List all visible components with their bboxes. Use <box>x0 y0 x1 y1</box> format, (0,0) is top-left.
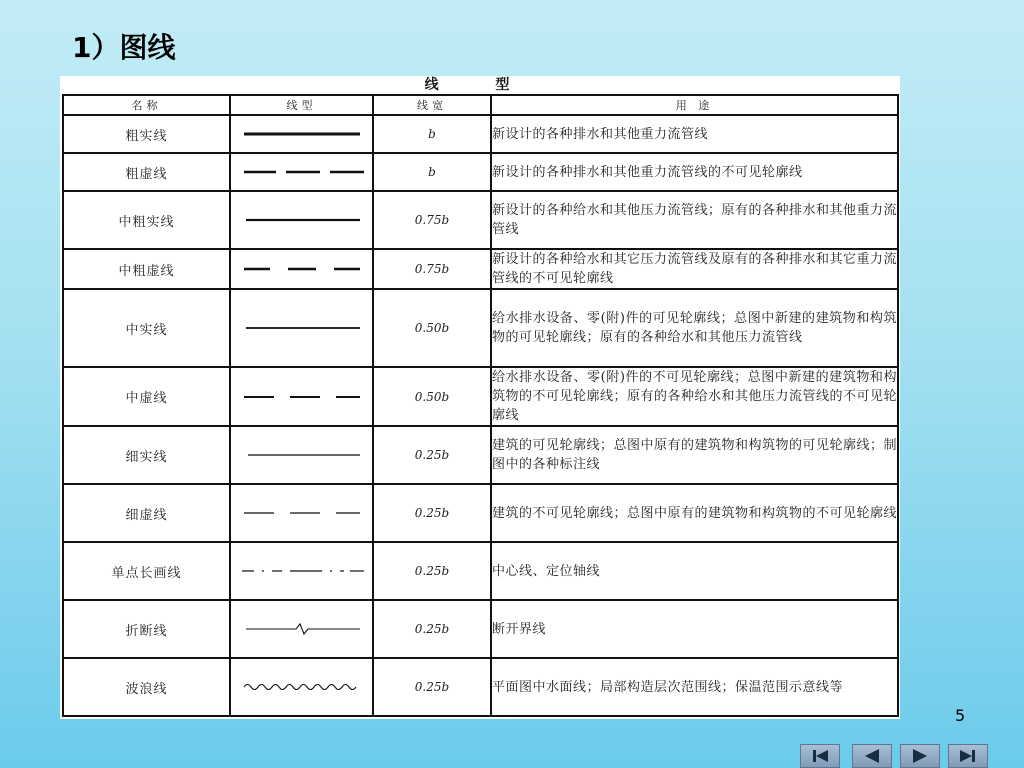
row-width: 0.25b <box>373 484 491 542</box>
header-width: 线宽 <box>373 95 491 115</box>
table-row <box>63 600 898 658</box>
table-row <box>63 115 898 153</box>
row-line-sample <box>230 153 373 191</box>
slide-title: 1）图线 <box>72 31 176 64</box>
row-line-sample <box>230 542 373 600</box>
line-type-table-image <box>60 76 900 719</box>
row-name: 中实线 <box>63 289 230 367</box>
row-name: 细实线 <box>63 426 230 484</box>
row-width: 0.25b <box>373 658 491 716</box>
row-name: 粗实线 <box>63 115 230 153</box>
row-name: 中粗虚线 <box>63 249 230 289</box>
table-row <box>63 367 898 426</box>
line-sample-thick-solid <box>240 127 364 141</box>
row-usage: 平面图中水面线；局部构造层次范围线；保温范围示意线等 <box>491 658 898 716</box>
row-usage: 给水排水设备、零(附)件的可见轮廓线；总图中新建的建筑物和构筑物的可见轮廓线；原有的各种给水和其他压力流管线 <box>491 289 898 367</box>
table-row <box>63 484 898 542</box>
row-name: 波浪线 <box>63 658 230 716</box>
previous-slide-button[interactable] <box>852 744 892 768</box>
line-sample-wave <box>240 680 364 694</box>
page-number: 5 <box>955 706 966 725</box>
row-line-sample <box>230 249 373 289</box>
row-usage: 中心线、定位轴线 <box>491 542 898 600</box>
row-line-sample <box>230 600 373 658</box>
header-name: 名称 <box>63 95 230 115</box>
table-caption: 线 型 <box>424 77 536 93</box>
line-sample-thin-solid <box>240 448 364 462</box>
row-width: 0.50b <box>373 289 491 367</box>
line-sample-mid-thick-solid <box>240 213 364 227</box>
header-usage: 用 途 <box>491 95 898 115</box>
row-name: 细虚线 <box>63 484 230 542</box>
last-slide-button[interactable] <box>948 744 988 768</box>
row-line-sample <box>230 426 373 484</box>
table-row <box>63 249 898 289</box>
line-sample-thick-dashed <box>240 165 364 179</box>
row-line-sample <box>230 367 373 426</box>
table-row <box>63 191 898 249</box>
table-row <box>63 658 898 716</box>
row-line-sample <box>230 484 373 542</box>
row-usage: 新设计的各种给水和其他压力流管线；原有的各种排水和其他重力流管线 <box>491 191 898 249</box>
table-header-row <box>63 95 898 115</box>
row-usage: 建筑的不可见轮廓线；总图中原有的建筑物和构筑物的不可见轮廓线 <box>491 484 898 542</box>
row-width: 0.75b <box>373 249 491 289</box>
line-type-table <box>62 94 899 717</box>
row-line-sample <box>230 658 373 716</box>
line-sample-mid-dashed <box>240 390 364 404</box>
header-linetype: 线型 <box>230 95 373 115</box>
table-row <box>63 542 898 600</box>
previous-slide-icon <box>853 745 891 767</box>
row-width: 0.25b <box>373 426 491 484</box>
row-width: 0.50b <box>373 367 491 426</box>
row-usage: 给水排水设备、零(附)件的不可见轮廓线；总图中新建的建筑物和构筑物的不可见轮廓线；原有的各种给水和其他压力流管线的不可见轮廓线 <box>491 367 898 426</box>
row-width: b <box>373 153 491 191</box>
line-sample-break <box>240 622 364 636</box>
row-name: 粗虚线 <box>63 153 230 191</box>
line-sample-mid-thick-dashed <box>240 262 364 276</box>
first-slide-button[interactable] <box>800 744 840 768</box>
row-line-sample <box>230 289 373 367</box>
table-row <box>63 426 898 484</box>
line-sample-thin-dashed <box>240 506 364 520</box>
last-slide-icon <box>949 745 987 767</box>
row-width: 0.25b <box>373 542 491 600</box>
next-slide-button[interactable] <box>900 744 940 768</box>
row-usage: 建筑的可见轮廓线；总图中原有的建筑物和构筑物的可见轮廓线；制图中的各种标注线 <box>491 426 898 484</box>
table-row <box>63 153 898 191</box>
row-usage: 新设计的各种排水和其他重力流管线 <box>491 115 898 153</box>
line-sample-dash-dot <box>240 564 364 578</box>
line-sample-mid-solid <box>240 321 364 335</box>
row-width: 0.75b <box>373 191 491 249</box>
row-name: 折断线 <box>63 600 230 658</box>
row-name: 中粗实线 <box>63 191 230 249</box>
table-row <box>63 289 898 367</box>
first-slide-icon <box>801 745 839 767</box>
row-width: 0.25b <box>373 600 491 658</box>
row-width: b <box>373 115 491 153</box>
row-usage: 新设计的各种给水和其它压力流管线及原有的各种排水和其它重力流管线的不可见轮廓线 <box>491 249 898 289</box>
row-name: 单点长画线 <box>63 542 230 600</box>
next-slide-icon <box>901 745 939 767</box>
row-line-sample <box>230 115 373 153</box>
row-usage: 断开界线 <box>491 600 898 658</box>
row-usage: 新设计的各种排水和其他重力流管线的不可见轮廓线 <box>491 153 898 191</box>
row-line-sample <box>230 191 373 249</box>
row-name: 中虚线 <box>63 367 230 426</box>
